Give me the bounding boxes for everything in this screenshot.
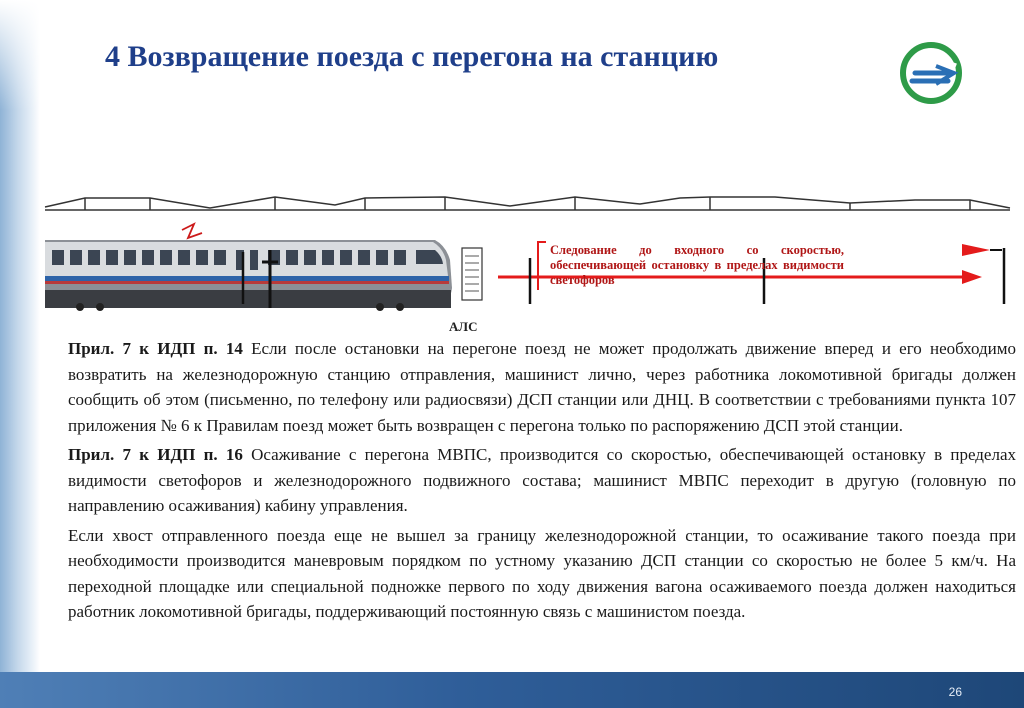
left-decor-fade [0, 0, 40, 110]
paragraph-1-lead: Прил. 7 к ИДП п. 14 [68, 339, 243, 358]
note-bracket [538, 242, 546, 290]
paragraph-3 [68, 523, 1016, 625]
scheme-note: Следование до входного со скоростью, обеспечивающей остановку в пределах видимости светофоров [550, 243, 844, 287]
als-label: АЛС [449, 319, 478, 334]
paragraph-2 [68, 442, 1016, 519]
pantograph-icon [182, 224, 202, 238]
catenary-wire [45, 197, 1010, 210]
paragraph-2-text: Осаживание с перегона МВПС, производится со скоростью, обеспечивающей остановку в пределах видимости светофоров и железнодорожного подвижного состава; машинист МВПС переходит в другую (головную по направлению осаживания) кабину управления. [68, 445, 1016, 515]
paragraph-1 [68, 336, 1016, 438]
paragraph-2-lead: Прил. 7 к ИДП п. 16 [68, 445, 243, 464]
als-indicator-icon [462, 248, 482, 300]
footer-bar [0, 672, 1024, 708]
page-number: 26 [948, 685, 962, 699]
paragraph-1-text: Если после остановки на перегоне поезд не может продолжать движение вперед и его необходимо возвратить на железнодорожную станцию отправления, машинист лично, через работника локомотивной бригады должен сообщить об этом (письменно, по телефону или радиосвязи) ДСП станции или ДНЦ. В соответствии с требованиями пункта 107 приложения № 6 к Правилам поезд может быть возвращен с перегона только по распоряжению ДСП этой станции. [68, 339, 1016, 435]
paragraph-3-text: Если хвост отправленного поезда еще не вышел за границу железнодорожной станции, то осаживание такого поезда при необходимости производится маневровым порядком по устному указанию ДСП станции со скоростью не более 5 км/ч. На переходной площадке или специальной подножке первого по ходу движения вагона осаживаемого поезда должен находиться работник локомотивной бригады, поддерживающий постоянную связь с машинистом поезда. [68, 525, 1016, 621]
body-text [68, 336, 1016, 629]
train-return-scheme [40, 180, 1024, 330]
train-image [45, 240, 452, 311]
railway-logo-icon [898, 40, 964, 106]
slide-title: 4 Возвращение поезда с перегона на станцию [105, 40, 719, 73]
